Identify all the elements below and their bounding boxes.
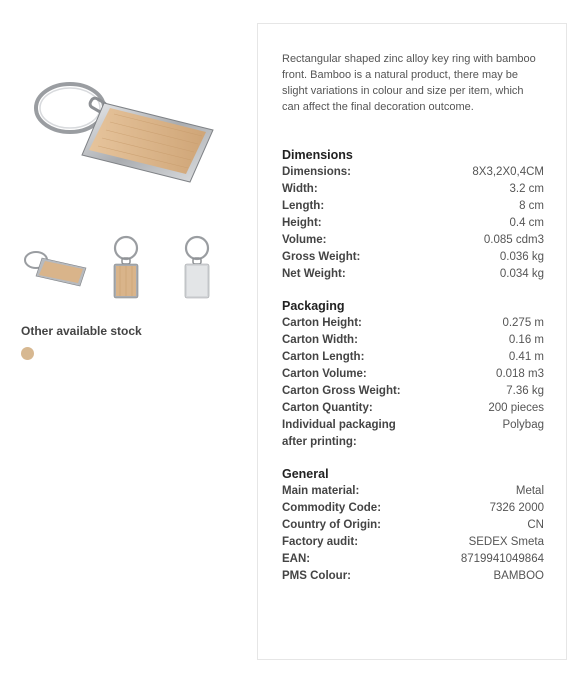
product-gallery <box>0 0 250 676</box>
product-main-image <box>28 70 228 190</box>
packaging-row-value: 200 pieces <box>488 402 544 414</box>
general-row <box>282 500 544 517</box>
keyring-back-thumbnail[interactable] <box>177 234 217 300</box>
general-title: General <box>282 467 329 481</box>
dimensions-row <box>282 164 544 181</box>
general-row-value: 7326 2000 <box>489 502 544 514</box>
dimensions-row-label: Volume: <box>282 234 327 246</box>
general-row-label: PMS Colour: <box>282 570 351 582</box>
packaging-row <box>282 366 544 383</box>
thumbnail-strip <box>22 234 222 302</box>
packaging-row-value: Polybag <box>502 419 544 431</box>
dimensions-row-value: 0.085 cdm3 <box>483 234 544 246</box>
dimensions-row <box>282 249 544 266</box>
general-row <box>282 483 544 500</box>
packaging-row-label: Carton Volume: <box>282 368 367 380</box>
general-row <box>282 517 544 534</box>
general-row-label: Factory audit: <box>282 536 359 548</box>
packaging-row-value: 7.36 kg <box>506 385 544 397</box>
product-description: Rectangular shaped zinc alloy key ring with bamboo front. Bamboo is a natural product, there may be slight variations in colour and size per item, which can affect the final decoration outcome. <box>282 53 536 113</box>
dimensions-row-value: 0.036 kg <box>499 251 544 263</box>
general-row-value: BAMBOO <box>493 570 544 582</box>
dimensions-row <box>282 198 544 215</box>
general-row <box>282 551 544 568</box>
packaging-row-value: 0.16 m <box>508 334 544 346</box>
dimensions-row-label: Gross Weight: <box>282 251 361 263</box>
packaging-row-label: after printing: <box>282 436 357 448</box>
dimensions-row-label: Dimensions: <box>282 166 352 178</box>
dimensions-title: Dimensions <box>282 148 353 162</box>
dimensions-row <box>282 215 544 232</box>
dimensions-row-label: Width: <box>282 183 318 195</box>
keyring-angle-thumbnail[interactable] <box>22 234 88 300</box>
dimensions-row-value: 8X3,2X0,4CM <box>472 166 544 178</box>
packaging-row-label: Individual packaging <box>282 419 396 431</box>
packaging-row <box>282 434 544 451</box>
dimensions-row-value: 3.2 cm <box>509 183 544 195</box>
packaging-row <box>282 383 544 400</box>
packaging-row <box>282 349 544 366</box>
general-row-label: Commodity Code: <box>282 502 382 514</box>
packaging-row-label: Carton Height: <box>282 317 362 329</box>
general-row <box>282 534 544 551</box>
packaging-row-value: 0.018 m3 <box>496 368 544 380</box>
general-row-value: SEDEX Smeta <box>468 536 544 548</box>
packaging-row-label: Carton Gross Weight: <box>282 385 401 397</box>
packaging-row <box>282 400 544 417</box>
dimensions-row <box>282 232 544 249</box>
dimensions-row-label: Height: <box>282 217 322 229</box>
dimensions-row <box>282 181 544 198</box>
general-row-value: 8719941049864 <box>460 553 544 565</box>
dimensions-row-label: Length: <box>282 200 325 212</box>
general-row-value: CN <box>527 519 544 531</box>
packaging-row <box>282 417 544 434</box>
packaging-row-label: Carton Width: <box>282 334 358 346</box>
packaging-row-label: Carton Quantity: <box>282 402 373 414</box>
bamboo-color-swatch[interactable] <box>21 347 34 360</box>
keyring-front-thumbnail[interactable] <box>106 234 146 300</box>
dimensions-row-value: 0.4 cm <box>509 217 544 229</box>
dimensions-row <box>282 266 544 283</box>
packaging-row <box>282 315 544 332</box>
product-details-panel <box>257 23 567 660</box>
general-row <box>282 568 544 585</box>
other-stock-label: Other available stock <box>21 324 142 338</box>
packaging-title: Packaging <box>282 299 345 313</box>
packaging-row <box>282 332 544 349</box>
general-row-label: Main material: <box>282 485 360 497</box>
dimensions-row-value: 8 cm <box>519 200 544 212</box>
dimensions-row-value: 0.034 kg <box>499 268 544 280</box>
packaging-row-label: Carton Length: <box>282 351 365 363</box>
dimensions-row-label: Net Weight: <box>282 268 346 280</box>
general-row-label: EAN: <box>282 553 311 565</box>
packaging-row-value: 0.41 m <box>508 351 544 363</box>
general-row-label: Country of Origin: <box>282 519 382 531</box>
general-row-value: Metal <box>515 485 544 497</box>
packaging-row-value: 0.275 m <box>502 317 544 329</box>
